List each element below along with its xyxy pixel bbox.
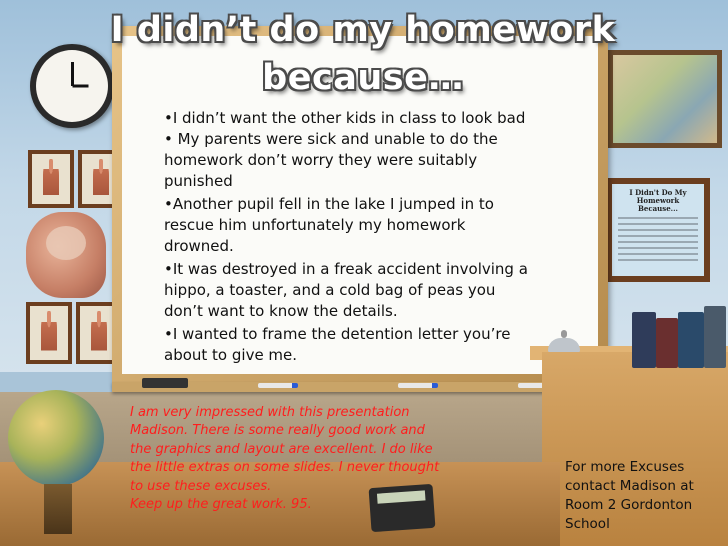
contact-line: School — [565, 516, 610, 532]
anatomy-poster-lower-left — [26, 302, 72, 364]
clock-minute-hand — [71, 62, 74, 86]
marker-blue-icon — [258, 383, 298, 388]
anatomy-poster-left — [28, 150, 74, 208]
contact-note — [565, 458, 725, 534]
slide-title-line1: I didn’t do my homework — [110, 10, 616, 50]
homework-poster-title: I Didn't Do My Homework Because... — [629, 188, 687, 214]
feedback-line: to use these excuses. — [130, 478, 272, 494]
anatomy-head-model — [26, 212, 106, 298]
feedback-line: Keep up the great work. 95. — [130, 497, 312, 513]
marker-blue-icon — [398, 383, 438, 388]
feedback-line: I am very impressed with this presentation — [130, 405, 410, 420]
excuse-item: •Another pupil fell in the lake I jumped in to rescue him unfortunately my homework drowned. — [164, 195, 494, 255]
contact-line: Room 2 Gordonton — [565, 497, 693, 513]
book-icon — [656, 318, 678, 368]
feedback-line: Madison. There is some really good work and — [130, 423, 425, 439]
excuse-item: • My parents were sick and unable to do the homework don’t worry they were suitably punished — [164, 130, 498, 190]
wall-clock-icon — [30, 44, 114, 128]
excuse-item: •I wanted to frame the detention letter you’re about to give me. — [164, 325, 511, 364]
slide-title — [108, 6, 618, 102]
globe-stand — [44, 484, 72, 534]
clock-hour-hand — [73, 85, 89, 88]
wall-map-icon — [608, 50, 722, 148]
eraser-icon — [142, 378, 188, 388]
feedback-line: the graphics and layout are excellent. I do like — [130, 441, 433, 457]
teacher-feedback — [130, 404, 486, 514]
desk-bell-icon — [548, 338, 580, 352]
feedback-line: the little extras on some slides. I never thought — [130, 460, 440, 476]
excuse-item: •I didn’t want the other kids in class to look bad — [164, 109, 526, 127]
globe-icon — [8, 390, 104, 486]
contact-line: contact Madison at — [565, 478, 694, 494]
slide-title-line2: because… — [262, 58, 464, 98]
book-icon — [678, 312, 704, 368]
excuse-list — [164, 108, 536, 368]
homework-excuses-poster — [606, 178, 710, 282]
book-icon — [704, 306, 726, 368]
contact-line: For more Excuses — [565, 459, 685, 475]
desk-bell-knob — [561, 330, 567, 338]
excuse-item: •It was destroyed in a freak accident involving a hippo, a toaster, and a cold bag of peas you don’t want to know the details. — [164, 260, 528, 320]
book-icon — [632, 312, 656, 368]
